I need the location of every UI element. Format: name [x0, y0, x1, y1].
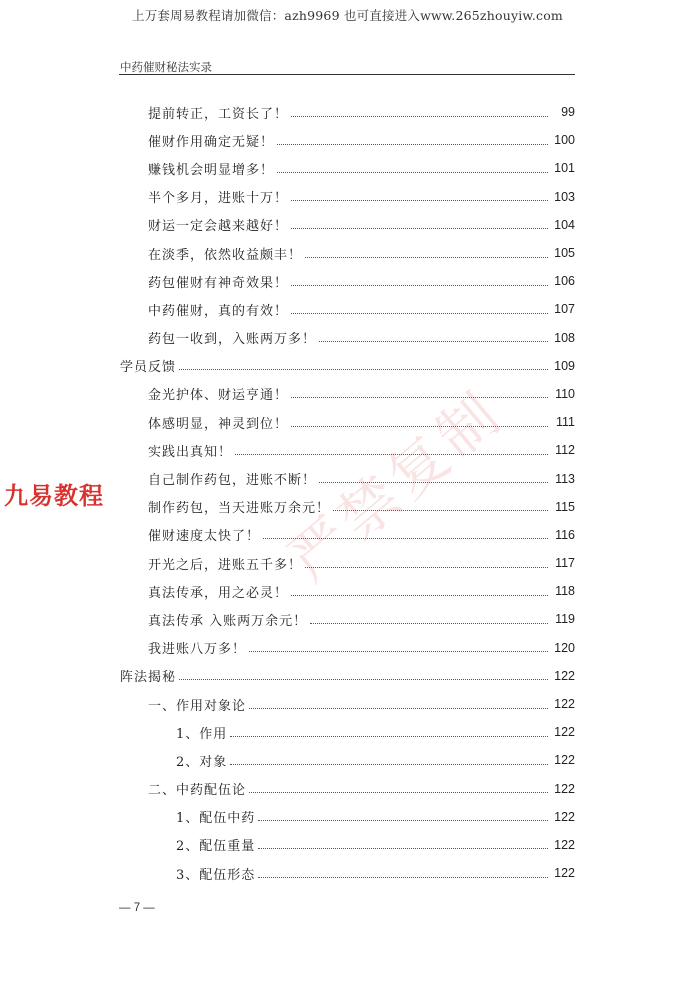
toc-entry-row	[148, 187, 575, 206]
toc-entry-title: 真法传承，用之必灵！	[148, 585, 289, 601]
toc-entry-row	[148, 610, 575, 629]
toc-entry-row	[120, 356, 575, 375]
toc-entry[interactable]	[0, 662, 695, 690]
toc-entry[interactable]	[0, 803, 695, 831]
toc-entry[interactable]	[0, 718, 695, 746]
toc-entry-row	[148, 159, 575, 178]
toc-entry-row	[148, 215, 575, 234]
toc-dot-leader	[310, 623, 548, 624]
toc-entry-row	[148, 638, 575, 657]
toc-entry-row	[148, 300, 575, 319]
toc-entry-title: 真法传承 入账两万余元！	[148, 613, 308, 629]
toc-entry[interactable]	[0, 746, 695, 774]
toc-entry-page: 122	[554, 837, 575, 852]
toc-dot-leader	[291, 285, 548, 286]
toc-dot-leader	[277, 172, 548, 173]
toc-dot-leader	[305, 257, 548, 258]
toc-dot-leader	[258, 848, 548, 849]
toc-entry-row	[176, 864, 575, 883]
toc-entry-row	[148, 695, 575, 714]
toc-entry[interactable]	[0, 577, 695, 605]
toc-entry-title: 一、作用对象论	[148, 698, 247, 714]
toc-entry-title: 学员反馈	[120, 360, 177, 376]
toc-entry-row	[176, 723, 575, 742]
toc-dot-leader	[249, 651, 548, 652]
toc-entry-page: 112	[555, 443, 575, 458]
toc-entry-title: 中药催财，真的有效！	[148, 303, 289, 319]
toc-entry[interactable]	[0, 239, 695, 267]
toc-entry-title: 开光之后，进账五千多！	[148, 557, 303, 573]
toc-entry[interactable]	[0, 436, 695, 464]
toc-entry[interactable]	[0, 126, 695, 154]
page-number: — 7 —	[119, 902, 155, 914]
toc-entry-page: 122	[554, 809, 575, 824]
toc-dot-leader	[230, 764, 548, 765]
toc-dot-leader	[291, 595, 548, 596]
toc-entry-title: 财运一定会越来越好！	[148, 219, 289, 235]
toc-entry-title: 在淡季，依然收益颇丰！	[148, 247, 303, 263]
toc-entry[interactable]	[0, 775, 695, 803]
diagonal-watermark: 严禁复制	[276, 377, 517, 595]
toc-entry-row	[148, 779, 575, 798]
brand-watermark: 九易教程	[4, 482, 104, 510]
toc-entry-page: 107	[554, 302, 575, 317]
toc-entry-page: 116	[555, 527, 575, 542]
toc-entry-page: 115	[555, 499, 575, 514]
toc-entry-page: 106	[554, 274, 575, 289]
toc-entry-row	[148, 272, 575, 291]
toc-entry-page: 122	[554, 668, 575, 683]
toc-entry-page: 104	[554, 217, 575, 232]
toc-entry-page: 122	[554, 697, 575, 712]
toc-entry[interactable]	[0, 211, 695, 239]
toc-dot-leader	[291, 228, 548, 229]
toc-entry[interactable]	[0, 295, 695, 323]
toc-entry-page: 110	[555, 386, 575, 401]
toc-entry-title: 药包催财有神奇效果！	[148, 275, 289, 291]
toc-entry-title: 制作药包，当天进账万余元！	[148, 501, 331, 517]
toc-entry[interactable]	[0, 324, 695, 352]
toc-entry-title: 提前转正，工资长了！	[148, 106, 289, 122]
toc-entry-row	[148, 384, 575, 403]
toc-entry[interactable]	[0, 352, 695, 380]
toc-entry-row	[148, 131, 575, 150]
toc-entry-page: 120	[554, 640, 575, 655]
toc-entry-row	[148, 244, 575, 263]
toc-entry[interactable]	[0, 408, 695, 436]
running-header: 中药催财秘法实录	[120, 60, 212, 74]
toc-dot-leader	[258, 820, 548, 821]
toc-entry-page: 119	[555, 612, 575, 627]
top-banner: 上万套周易教程请加微信：azh9969 也可直接进入www.265zhouyiw.com	[132, 8, 563, 23]
toc-entry-title: 1、配伍中药	[176, 811, 256, 827]
toc-entry-title: 赚钱机会明显增多！	[148, 162, 275, 178]
toc-entry-page: 99	[561, 105, 575, 120]
toc-entry-page: 122	[554, 725, 575, 740]
toc-entry[interactable]	[0, 154, 695, 182]
toc-entry-title: 药包一收到，入账两万多！	[148, 332, 317, 348]
toc-entry-page: 117	[555, 556, 575, 571]
toc-dot-leader	[291, 313, 548, 314]
toc-entry-title: 自己制作药包，进账不断！	[148, 473, 317, 489]
toc-entry-title: 催财速度太快了！	[148, 529, 261, 545]
toc-entry[interactable]	[0, 605, 695, 633]
toc-entry-title: 二、中药配伍论	[148, 783, 247, 799]
toc-entry-row	[148, 582, 575, 601]
toc-entry-row	[120, 666, 575, 685]
toc-entry-page: 100	[554, 133, 575, 148]
toc-entry-page: 122	[554, 781, 575, 796]
toc-dot-leader	[249, 792, 548, 793]
toc-entry-title: 体感明显，神灵到位！	[148, 416, 289, 432]
toc-entry-page: 122	[554, 753, 575, 768]
toc-entry-page: 109	[554, 358, 575, 373]
toc-entry-row	[176, 835, 575, 854]
toc-entry-title: 3、配伍形态	[176, 867, 256, 883]
toc-entry-row	[176, 751, 575, 770]
toc-entry-title: 我进账八万多！	[148, 642, 247, 658]
toc-entry-page: 113	[555, 471, 575, 486]
toc-entry-row	[148, 328, 575, 347]
toc-entry-page: 108	[554, 330, 575, 345]
toc-entry-title: 2、配伍重量	[176, 839, 256, 855]
toc-entry-title: 催财作用确定无疑！	[148, 134, 275, 150]
toc-entry-title: 阵法揭秘	[120, 670, 177, 686]
toc-entry-page: 101	[554, 161, 575, 176]
toc-dot-leader	[230, 736, 548, 737]
toc-dot-leader	[249, 708, 548, 709]
toc-dot-leader	[179, 369, 548, 370]
toc-entry[interactable]	[0, 98, 695, 126]
toc-entry-row	[148, 103, 575, 122]
toc-entry-page: 118	[555, 584, 575, 599]
toc-entry-page: 105	[554, 246, 575, 261]
toc-entry-page: 122	[554, 866, 575, 881]
toc-dot-leader	[258, 877, 548, 878]
toc-entry[interactable]	[0, 267, 695, 295]
toc-dot-leader	[291, 200, 548, 201]
toc-dot-leader	[291, 397, 548, 398]
toc-entry-row	[176, 807, 575, 826]
toc-entry[interactable]	[0, 380, 695, 408]
toc-entry[interactable]	[0, 859, 695, 887]
toc-dot-leader	[277, 144, 548, 145]
header-rule	[119, 74, 575, 75]
toc-entry-page: 103	[554, 189, 575, 204]
toc-entry-title: 金光护体、财运亨通！	[148, 388, 289, 404]
toc-entry-title: 半个多月，进账十万！	[148, 191, 289, 207]
toc-dot-leader	[319, 341, 548, 342]
toc-entry-title: 1、作用	[176, 726, 228, 742]
toc-entry-title: 实践出真知！	[148, 444, 233, 460]
toc-entry[interactable]	[0, 831, 695, 859]
toc-dot-leader	[179, 679, 548, 680]
toc-entry[interactable]	[0, 634, 695, 662]
toc-entry[interactable]	[0, 690, 695, 718]
toc-entry-page: 111	[555, 415, 575, 430]
toc-entry[interactable]	[0, 183, 695, 211]
toc-entry-title: 2、对象	[176, 754, 228, 770]
toc-dot-leader	[291, 116, 548, 117]
